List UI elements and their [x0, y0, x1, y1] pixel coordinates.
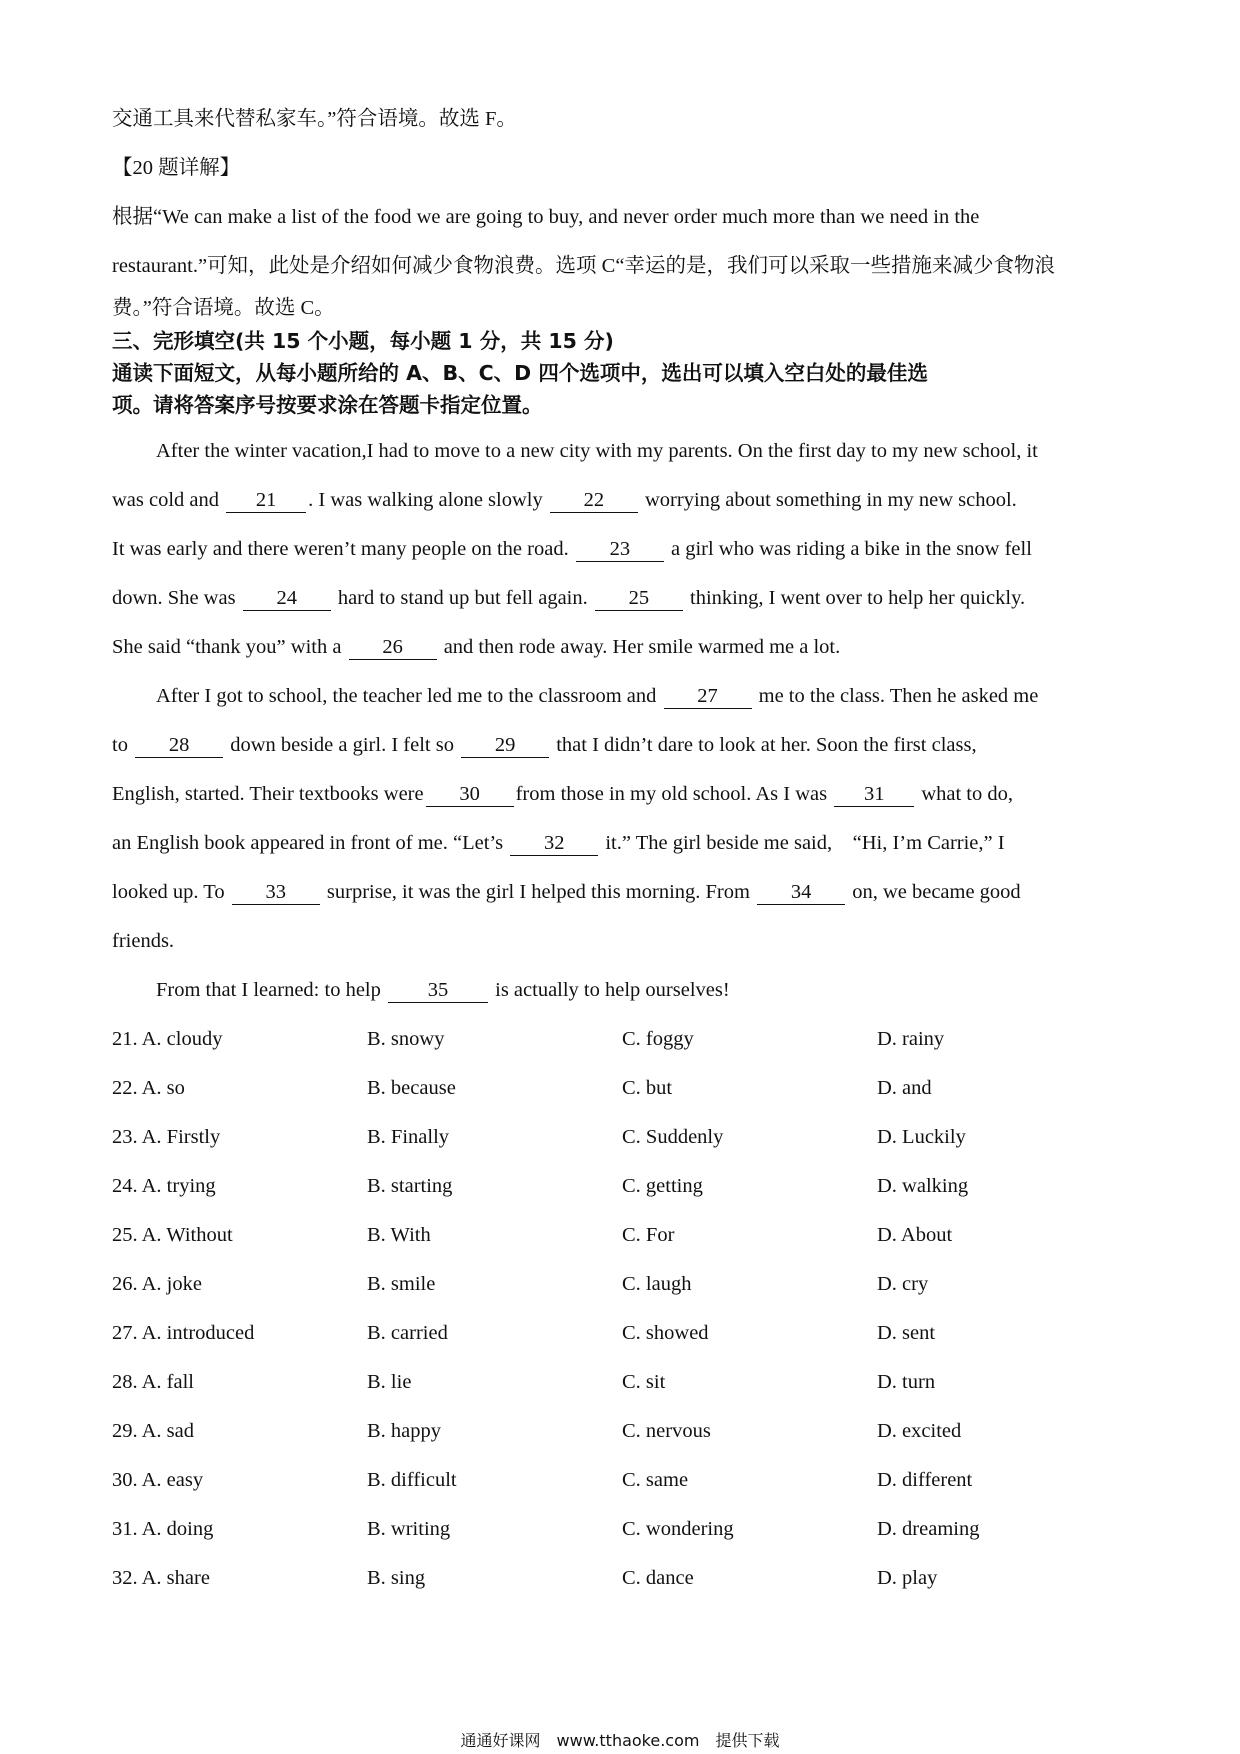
option-d: D. and — [877, 1077, 932, 1099]
option-row — [112, 1407, 1132, 1456]
option-a: 24. A. trying — [112, 1175, 216, 1197]
blank-33: 33 — [232, 880, 320, 905]
option-d: D. dreaming — [877, 1518, 980, 1540]
passage-text: down. She was — [112, 587, 236, 609]
section-instruction: 项。请将答案序号按要求涂在答题卡指定位置。 — [112, 393, 543, 417]
passage-line — [112, 476, 1132, 525]
passage-text: and then rode away. Her smile warmed me a lot. — [443, 636, 841, 658]
section-instruction: 通读下面短文，从每小题所给的 A、B、C、D 四个选项中，选出可以填入空白处的最佳选 — [112, 361, 928, 385]
option-a: 23. A. Firstly — [112, 1126, 221, 1148]
option-d: D. play — [877, 1567, 938, 1589]
answer-text-line: 交通工具来代替私家车。”符合语境。故选 F。 — [112, 108, 517, 130]
option-row — [112, 1211, 1132, 1260]
option-c: C. dance — [622, 1567, 694, 1589]
option-a: 22. A. so — [112, 1077, 185, 1099]
blank-24: 24 — [243, 586, 331, 611]
option-c: C. but — [622, 1077, 673, 1099]
blank-32: 32 — [510, 831, 598, 856]
option-b: B. happy — [367, 1420, 442, 1442]
blank-26: 26 — [349, 635, 437, 660]
option-a: 21. A. cloudy — [112, 1028, 223, 1050]
passage-text: is actually to help ourselves! — [495, 979, 730, 1001]
option-d: D. excited — [877, 1420, 962, 1442]
passage-text: that I didn’t dare to look at her. Soon the first class, — [556, 734, 977, 756]
passage-text: it.” The girl beside me said, “Hi, I’m Carrie,” I — [605, 832, 1005, 854]
option-d: D. About — [877, 1224, 953, 1246]
passage-text: English, started. Their textbooks were — [112, 783, 424, 805]
passage-text: an English book appeared in front of me. “Let’s — [112, 832, 504, 854]
option-c: C. Suddenly — [622, 1126, 724, 1148]
option-a: 32. A. share — [112, 1567, 210, 1589]
option-row — [112, 1064, 1132, 1113]
passage-text: hard to stand up but fell again. — [337, 587, 588, 609]
option-row — [112, 1260, 1132, 1309]
passage-text: on, we became good — [852, 881, 1021, 903]
blank-22: 22 — [550, 488, 638, 513]
passage-text: worrying about something in my new school. — [644, 489, 1017, 511]
blank-21: 21 — [226, 488, 306, 513]
option-a: 25. A. Without — [112, 1224, 233, 1246]
page-footer: 通通好课网 www.tthaoke.com 提供下载 — [460, 1731, 780, 1750]
option-a: 28. A. fall — [112, 1371, 194, 1393]
passage-text: me to the class. Then he asked me — [758, 685, 1039, 707]
blank-25: 25 — [595, 586, 683, 611]
option-row — [112, 1456, 1132, 1505]
option-b: B. lie — [367, 1371, 412, 1393]
option-c: C. same — [622, 1469, 689, 1491]
option-c: C. For — [622, 1224, 675, 1246]
option-b: B. Finally — [367, 1126, 450, 1148]
passage-text: thinking, I went over to help her quickly. — [690, 587, 1026, 609]
passage-text: She said “thank you” with a — [112, 636, 342, 658]
option-row — [112, 1358, 1132, 1407]
question-20-label: 【20 题详解】 — [112, 157, 241, 179]
option-b: B. sing — [367, 1567, 426, 1589]
option-b: B. writing — [367, 1518, 451, 1540]
option-c: C. showed — [622, 1322, 709, 1344]
option-c: C. wondering — [622, 1518, 734, 1540]
passage-line: friends. — [112, 930, 175, 952]
passage-line — [112, 966, 1132, 1015]
passage-text: what to do, — [921, 783, 1013, 805]
option-a: 30. A. easy — [112, 1469, 204, 1491]
blank-27: 27 — [664, 684, 752, 709]
option-b: B. difficult — [367, 1469, 457, 1491]
passage-line — [112, 672, 1132, 721]
options-list — [112, 1015, 1132, 1603]
passage-line — [112, 574, 1132, 623]
blank-31: 31 — [834, 782, 914, 807]
option-c: C. getting — [622, 1175, 703, 1197]
option-c: C. laugh — [622, 1273, 692, 1295]
option-row — [112, 1554, 1132, 1603]
passage-line: After the winter vacation,I had to move to a new city with my parents. On the first day to my new school, it — [156, 440, 1038, 462]
passage-text: looked up. To — [112, 881, 225, 903]
option-a: 27. A. introduced — [112, 1322, 255, 1344]
option-d: D. cry — [877, 1273, 929, 1295]
passage-text: After I got to school, the teacher led me to the classroom and — [156, 685, 657, 707]
section-title: 三、完形填空(共 15 个小题，每小题 1 分，共 15 分) — [112, 329, 614, 353]
option-c: C. sit — [622, 1371, 666, 1393]
option-c: C. nervous — [622, 1420, 711, 1442]
blank-29: 29 — [461, 733, 549, 758]
option-d: D. rainy — [877, 1028, 945, 1050]
passage-line — [112, 721, 1132, 770]
blank-23: 23 — [576, 537, 664, 562]
option-b: B. smile — [367, 1273, 436, 1295]
option-b: B. starting — [367, 1175, 453, 1197]
passage-text: from those in my old school. As I was — [515, 783, 828, 805]
blank-28: 28 — [135, 733, 223, 758]
option-d: D. different — [877, 1469, 973, 1491]
passage-line — [112, 623, 1132, 672]
option-a: 29. A. sad — [112, 1420, 194, 1442]
option-row — [112, 1162, 1132, 1211]
blank-35: 35 — [388, 978, 488, 1003]
option-b: B. snowy — [367, 1028, 445, 1050]
passage-text: was cold and — [112, 489, 220, 511]
option-row — [112, 1015, 1132, 1064]
option-d: D. sent — [877, 1322, 936, 1344]
blank-30: 30 — [426, 782, 514, 807]
option-a: 26. A. joke — [112, 1273, 202, 1295]
passage-text: a girl who was riding a bike in the snow fell — [670, 538, 1032, 560]
answer-text-line: restaurant.”可知，此处是介绍如何减少食物浪费。选项 C“幸运的是，我们可以采取一些措施来减少食物浪 — [112, 255, 1055, 277]
passage-text: surprise, it was the girl I helped this morning. From — [326, 881, 750, 903]
option-row — [112, 1309, 1132, 1358]
option-row — [112, 1505, 1132, 1554]
passage-text: to — [112, 734, 128, 756]
option-d: D. turn — [877, 1371, 936, 1393]
passage-line — [112, 868, 1132, 917]
option-d: D. Luckily — [877, 1126, 966, 1148]
passage-text: . I was walking alone slowly — [308, 489, 543, 511]
option-b: B. carried — [367, 1322, 448, 1344]
option-d: D. walking — [877, 1175, 969, 1197]
blank-34: 34 — [757, 880, 845, 905]
passage-line — [112, 525, 1132, 574]
option-b: B. because — [367, 1077, 456, 1099]
passage-line — [112, 819, 1132, 868]
document-page — [112, 95, 1132, 1603]
passage-text: From that I learned: to help — [156, 979, 381, 1001]
option-a: 31. A. doing — [112, 1518, 214, 1540]
passage-line — [112, 770, 1132, 819]
option-row — [112, 1113, 1132, 1162]
option-c: C. foggy — [622, 1028, 694, 1050]
answer-text-line: 根据“We can make a list of the food we are going to buy, and never order much more than we need in the — [112, 206, 980, 228]
passage-text: It was early and there weren’t many people on the road. — [112, 538, 569, 560]
answer-text-line: 费。”符合语境。故选 C。 — [112, 297, 335, 319]
option-b: B. With — [367, 1224, 431, 1246]
passage-text: down beside a girl. I felt so — [230, 734, 454, 756]
